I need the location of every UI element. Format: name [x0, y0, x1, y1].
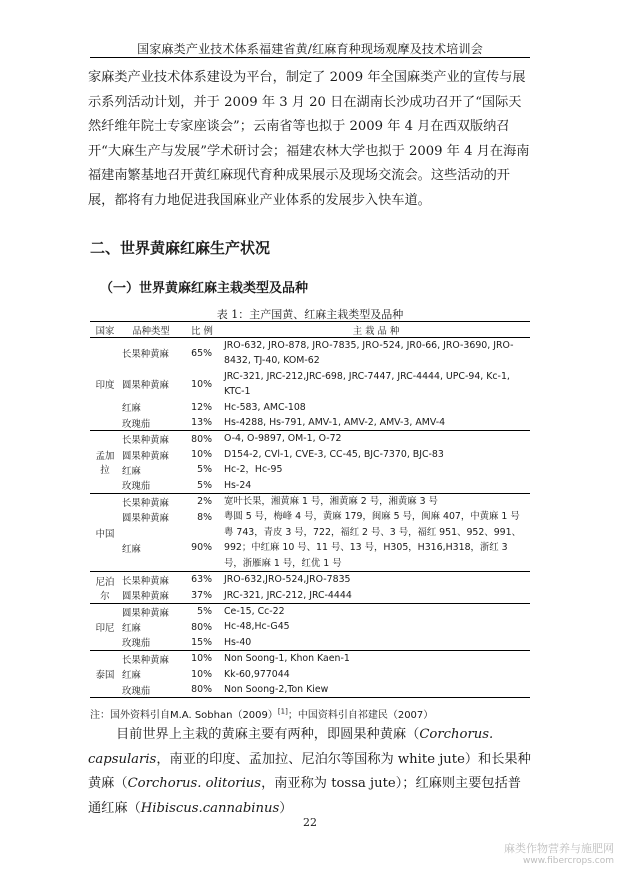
crop-varieties-table — [90, 321, 530, 698]
varieties-cell: Hc-583, AMC-108 — [224, 401, 306, 413]
ratio-cell: 65% — [191, 347, 212, 359]
ratio-cell: 13% — [182, 415, 222, 431]
varieties-cell: D154-2, CVl-1, CVE-3, CC-45, BJC-7370, BJC-83 — [224, 448, 444, 460]
ratio-cell: 10% — [191, 449, 212, 461]
header-rule — [90, 57, 530, 58]
varieties-cell: 粤 743，青皮 3 号，722，福红 2 号、3 号，福红 951、952、991、992；中红麻 10 号、11 号、13 号，H305，H316,H318，浙红 3 号，浙雁麻 1 号，红优 1 号 — [222, 525, 530, 572]
subsection-heading: （一）世界黄麻红麻主栽类型及品种 — [100, 281, 309, 296]
ratio-cell: 5% — [182, 478, 222, 494]
country-cell: 孟加拉 — [90, 431, 120, 494]
varieties-cell: Hc-48,Hc-G45 — [224, 621, 290, 633]
ratio-cell: 80% — [182, 682, 222, 698]
body-text-4: ） — [279, 800, 293, 816]
intro-paragraph: 家麻类产业技术体系建设为平台，制定了 2009 年全国麻类产业的宣传与展示系列活动计划，并于 2009 年 3 月 20 日在湖南长沙成功召开了“国际天然纤维年院士专家座谈会”；云南省等也拟于 2009 年 4 月在西双版纳召开“大麻生产与发展”学术研讨会；福建农林大学也拟于 2009 年 4 月在海南福建南繁基地召开黄红麻现代育种成果展示及现场交流会。这些活动的开展，都将有力地促进我国麻业产业体系的发展步入快车道。 — [88, 70, 530, 208]
ratio-cell: 10% — [191, 653, 212, 665]
type-cell: 红麻 — [122, 623, 141, 635]
varieties-cell: Non Soong-2,Ton Kiew — [222, 682, 530, 698]
ratio-cell: 10% — [191, 668, 212, 680]
table-caption: 表 1：主产国黄、红麻主栽类型及品种 — [216, 308, 404, 321]
table-row — [90, 667, 530, 682]
type-cell: 红麻 — [122, 670, 141, 682]
ratio-cell: 10% — [191, 378, 212, 390]
ratio-cell: 15% — [182, 635, 222, 651]
varieties-cell: JRO-632, JRO-878, JRO-7835, JRO-524, JR0-66, JRO-3690, JRO-8432, TJ-40, KOM-62 — [224, 340, 514, 367]
header-type: 品种类型 — [120, 322, 182, 338]
type-cell: 长果种黄麻 — [122, 575, 169, 587]
type-cell: 圆果种黄麻 — [122, 513, 169, 525]
table-row — [90, 400, 530, 415]
varieties-cell: JRC-321, JRC-212, JRC-4444 — [222, 588, 530, 604]
type-cell: 圆果种黄麻 — [122, 380, 169, 392]
varieties-cell: O-4, O-9897, OM-1, O-72 — [224, 433, 342, 445]
ratio-cell: 37% — [182, 588, 222, 604]
type-cell: 红麻 — [122, 465, 141, 477]
section-heading: 二、世界黄麻红麻生产状况 — [90, 239, 271, 257]
varieties-cell: 粤圆 5 号，梅峰 4 号，黄麻 179，闽麻 5 号，闽麻 407，中黄麻 1 号 — [224, 511, 520, 523]
ratio-cell: 90% — [182, 525, 222, 572]
table-row — [90, 635, 530, 651]
country-cell: 尼泊尔 — [90, 572, 120, 604]
ratio-cell: 12% — [191, 401, 212, 413]
site-watermark — [504, 842, 614, 868]
varieties-cell: Kk-60,977044 — [224, 668, 290, 680]
table-row — [90, 619, 530, 634]
table-row — [90, 509, 530, 524]
ratio-cell: 5% — [197, 606, 212, 618]
type-cell: 红麻 — [122, 403, 141, 415]
table-note — [90, 706, 433, 721]
body-text-3: ，南亚称为 tossa jute）；红麻则主要包括普通红麻（ — [88, 776, 521, 816]
varieties-cell: Hc-2，Hc-95 — [224, 464, 283, 476]
watermark-line-2: www.fibercrops.com — [523, 856, 614, 866]
note-reference: [1] — [277, 707, 288, 716]
type-cell: 长果种黄麻 — [122, 654, 169, 666]
table-body — [90, 338, 530, 698]
type-cell: 玫瑰茄 — [120, 415, 182, 431]
type-cell: 玫瑰茄 — [120, 682, 182, 698]
varieties-cell: Hs-40 — [222, 635, 530, 651]
watermark-line-1: 麻类作物营养与施肥网 — [504, 842, 614, 855]
type-cell: 圆果种黄麻 — [122, 450, 169, 462]
table-row — [90, 338, 530, 369]
table-row — [90, 588, 530, 604]
note-prefix: 注：国外资料引自M.A. Sobhan（2009） — [90, 710, 278, 721]
table-row — [90, 525, 530, 572]
type-cell: 长果种黄麻 — [122, 435, 169, 447]
table-row — [90, 603, 530, 619]
table-row — [90, 415, 530, 431]
body-text-2: ，南亚的印度、孟加拉、尼泊尔等国称为 white jute）和长果种黄麻（ — [88, 751, 531, 791]
species-name-capsularis: Corchorus. capsularis — [88, 727, 494, 767]
ratio-cell: 8% — [197, 511, 212, 523]
header-country: 国家 — [90, 322, 120, 338]
table-row — [90, 447, 530, 462]
page-number: 22 — [303, 816, 317, 829]
ratio-cell: 80% — [191, 621, 212, 633]
country-cell: 泰国 — [90, 651, 120, 698]
species-name-olitorius: Corchorus. olitorius — [127, 776, 262, 791]
varieties-cell: JRC-321, JRC-212,JRC-698, JRC-7447, JRC-4444, UPC-94, Kc-1, KTC-1 — [224, 370, 510, 398]
country-cell: 印度 — [90, 338, 120, 431]
ratio-cell: 80% — [191, 433, 212, 445]
table-row — [90, 478, 530, 494]
ratio-cell: 5% — [197, 464, 212, 476]
type-cell: 红麻 — [120, 525, 182, 572]
header-ratio: 比 例 — [182, 322, 222, 338]
table-row — [90, 682, 530, 698]
type-cell: 长果种黄麻 — [122, 349, 169, 361]
type-cell: 玫瑰茄 — [120, 478, 182, 494]
varieties-cell: Hs-4288, Hs-791, AMV-1, AMV-2, AMV-3, AMV-4 — [222, 415, 530, 431]
ratio-cell: 2% — [197, 496, 212, 508]
country-cell: 中国 — [90, 494, 120, 572]
table-row — [90, 651, 530, 667]
type-cell: 圆果种黄麻 — [122, 607, 169, 619]
varieties-cell: Hs-24 — [222, 478, 530, 494]
table-row — [90, 494, 530, 510]
table-row — [90, 462, 530, 477]
species-name-cannabinus: Hibiscus.cannabinus — [140, 800, 280, 816]
note-suffix: ；中国资料引自祁建民（2007） — [287, 710, 434, 721]
table-header-row — [90, 322, 530, 338]
body-text-1: 目前世界上主栽的黄麻主要有两种，即圆果种黄麻（ — [116, 727, 420, 742]
table-row — [90, 431, 530, 447]
type-cell: 玫瑰茄 — [120, 635, 182, 651]
table-row — [90, 572, 530, 588]
type-cell: 长果种黄麻 — [122, 497, 169, 509]
body-paragraph — [88, 723, 532, 821]
running-header: 国家麻类产业技术体系福建省黄/红麻育种现场观摩及技术培训会 — [137, 42, 483, 56]
varieties-cell: Ce-15, Cc-22 — [224, 605, 285, 617]
varieties-cell: JRO-632,JRO-524,JRO-7835 — [224, 574, 351, 586]
table-row — [90, 369, 530, 400]
ratio-cell: 63% — [191, 574, 212, 586]
country-cell: 印尼 — [90, 603, 120, 650]
header-varieties: 主 栽 品 种 — [222, 322, 530, 338]
varieties-cell: 宽叶长果，湘黄麻 1 号，湘黄麻 2 号，湘黄麻 3 号 — [224, 496, 438, 508]
varieties-cell: Non Soong-1, Khon Kaen-1 — [224, 653, 350, 665]
type-cell: 圆果种黄麻 — [120, 588, 182, 604]
